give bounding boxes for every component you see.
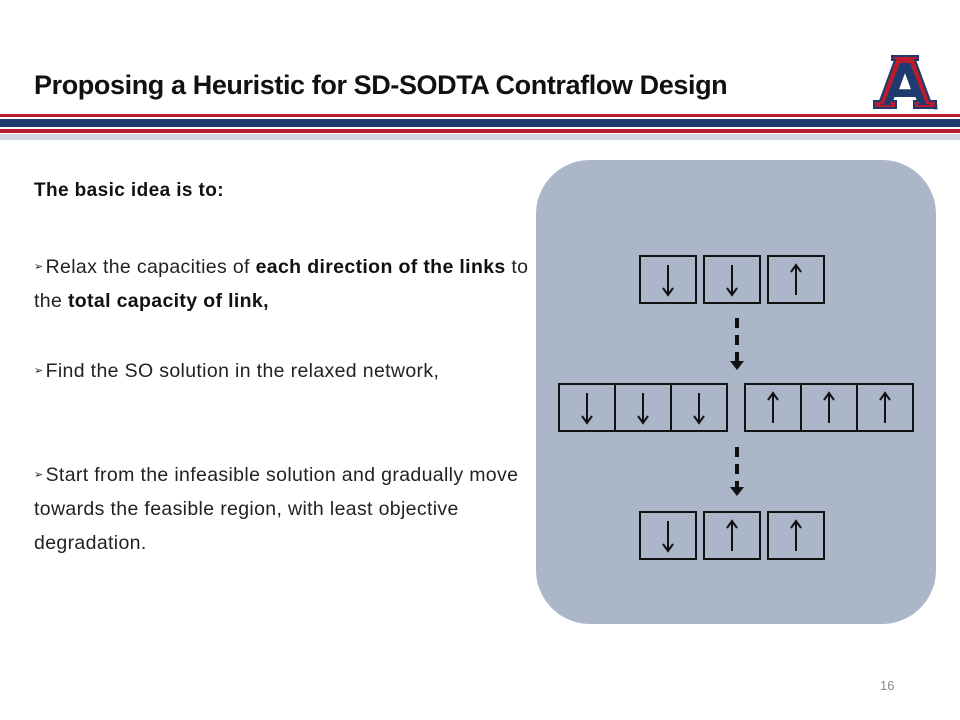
body-text: Find the SO solution in the relaxed network, (45, 360, 440, 382)
bullet-arrow-icon: ➢ (34, 469, 44, 481)
body-text: to the (34, 256, 529, 312)
bullet-arrow-icon: ➢ (34, 365, 44, 377)
body-text: Start from the infeasible solution and gradually move towards the feasible region, with least objective degradation. (34, 464, 519, 554)
connector-arrowhead-icon (730, 487, 744, 496)
bullet-arrow-icon: ➢ (34, 261, 44, 273)
body-text: Relax the capacities of (45, 256, 256, 278)
intro-text: The basic idea is to: (34, 180, 225, 201)
page-number: 16 (880, 678, 895, 693)
connector-arrowhead-icon (730, 361, 744, 370)
registered-mark: ® (932, 104, 939, 112)
slide-title: Proposing a Heuristic for SD-SODTA Contraflow Design (34, 70, 728, 100)
bold-text: each direction of the links (255, 256, 506, 278)
bold-text: total capacity of link, (67, 290, 269, 312)
